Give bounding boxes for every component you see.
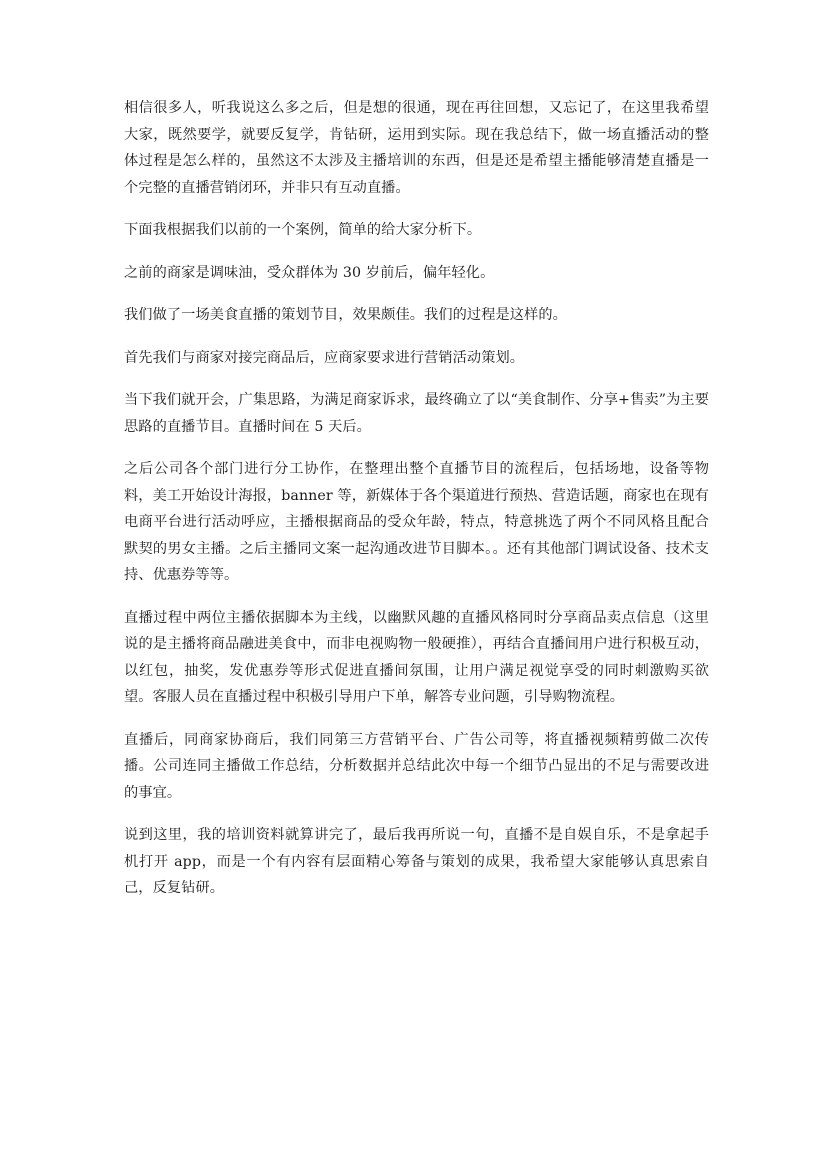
paragraph-program: 我们做了一场美食直播的策划节目，效果颇佳。我们的过程是这样的。 bbox=[124, 307, 567, 323]
paragraph-division-of-work: 之后公司各个部门进行分工协作，在整理出整个直播节目的流程后，包括场地，设备等物料，美工开始设计海报，banner 等，新媒体于各个渠道进行预热、营造话题，商家也在现有电商平台进行活动呼应，主播根据商品的受众年龄，特点，特意挑选了两个不同风格且配合默契的男女主播。之后主播同文案一起沟通改进节目脚本。。还有其他部门调试设备、技术支持、优惠券等等。 bbox=[124, 461, 709, 583]
paragraph-live-process: 直播过程中两位主播依据脚本为主线，以幽默风趣的直播风格同时分享商品卖点信息（这里说的是主播将商品融进美食中，而非电视购物一般硬推），再结合直播间用户进行积极互动，以红包，抽奖，发优惠券等形式促进直播间氛围，让用户满足视觉享受的同时刺激购买欲望。客服人员在直播过程中积极引导用户下单，解答专业问题，引导购物流程。 bbox=[124, 609, 709, 705]
paragraph-case-intro: 下面我根据我们以前的一个案例，简单的给大家分析下。 bbox=[124, 222, 482, 238]
paragraph-conclusion: 说到这里，我的培训资料就算讲完了，最后我再所说一句，直播不是自娱自乐，不是拿起手机打开 app，而是一个有内容有层面精心筹备与策划的成果，我希望大家能够认真思索自己，反复钻研。 bbox=[124, 827, 709, 896]
paragraph-after-live: 直播后，同商家协商后，我们同第三方营销平台、广告公司等，将直播视频精剪做二次传播。公司连同主播做工作总结，分析数据并总结此次中每一个细节凸显出的不足与需要改进的事宜。 bbox=[124, 731, 709, 801]
document-body bbox=[124, 95, 709, 918]
paragraph-merchant: 之前的商家是调味油，受众群体为 30 岁前后，偏年轻化。 bbox=[124, 264, 495, 281]
paragraph-meeting: 当下我们就开会，广集思路，为满足商家诉求，最终确立了以“美食制作、分享+售卖”为主要思路的直播节目。直播时间在 5 天后。 bbox=[124, 392, 709, 435]
paragraph-first-step: 首先我们与商家对接完商品后，应商家要求进行营销活动策划。 bbox=[124, 349, 525, 366]
paragraph-intro: 相信很多人，听我说这么多之后，但是想的很通，现在再往回想，又忘记了，在这里我希望大家，既然要学，就要反复学，肯钻研，运用到实际。现在我总结下，做一场直播活动的整体过程是怎么样的，虽然这不太涉及主播培训的东西，但是还是希望主播能够清楚直播是一个完整的直播营销闭环，并非只有互动直播。 bbox=[124, 100, 709, 196]
